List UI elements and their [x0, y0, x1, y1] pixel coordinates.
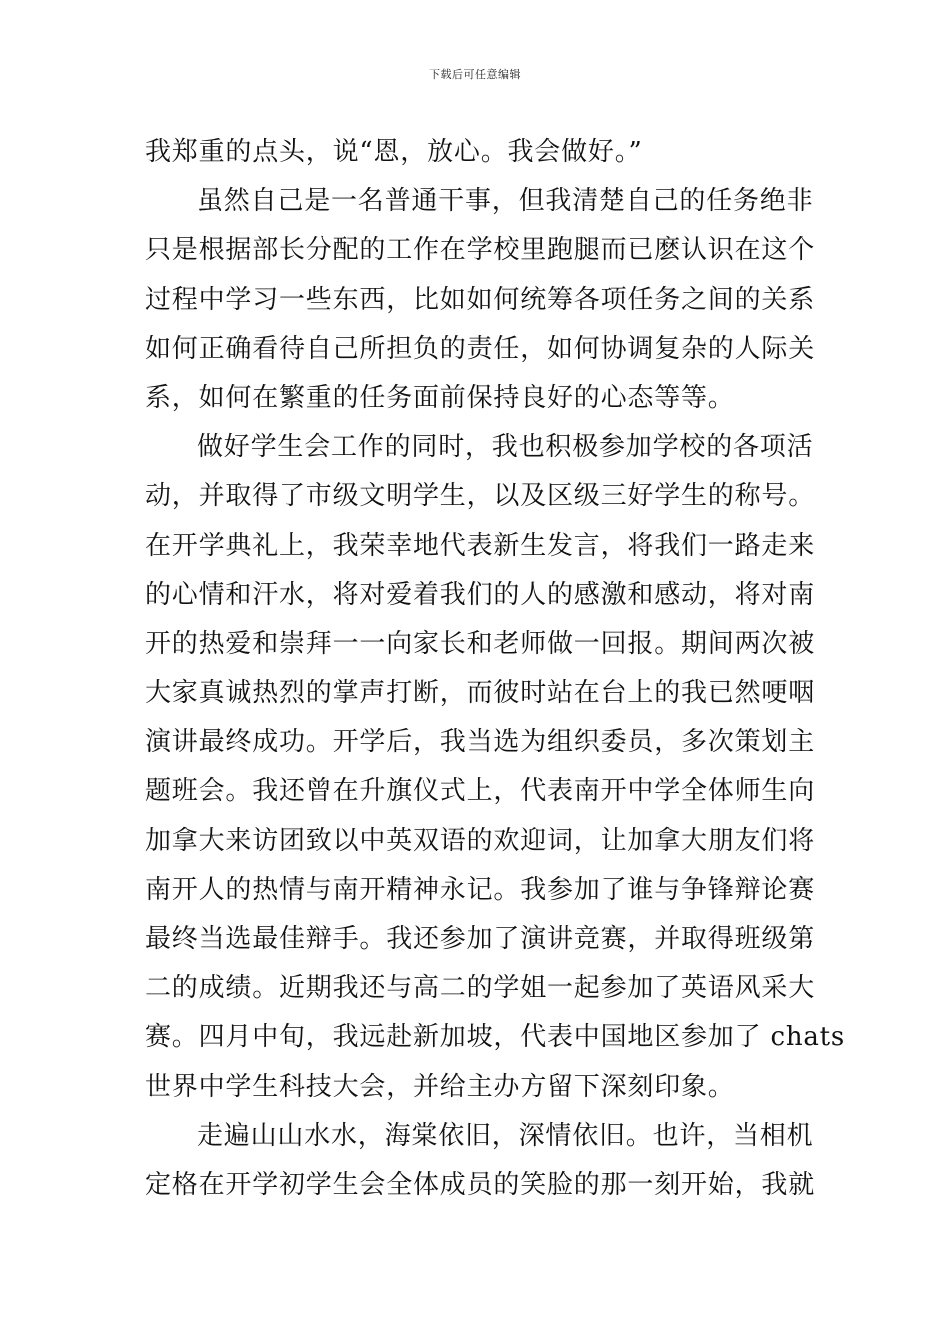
text-line: 走遍山山水水，海棠依旧，深情依旧。也许，当相机 — [197, 1120, 814, 1151]
text-line: 最终当选最佳辩手。我还参加了演讲竞赛，并取得班级第 — [145, 924, 816, 954]
text-line: 大家真诚热烈的掌声打断，而彼时站在台上的我已然哽咽 — [145, 678, 816, 709]
text-line: 如何正确看待自己所担负的责任，如何协调复杂的人际关 — [145, 333, 816, 364]
text-line: 动，并取得了市级文明学生，以及区级三好学生的称号。 — [145, 481, 816, 512]
text-line: 赛。四月中旬，我远赴新加坡，代表中国地区参加了 chats — [145, 1022, 846, 1053]
text-line: 在开学典礼上，我荣幸地代表新生发言，将我们一路走来 — [145, 530, 816, 561]
text-line: 虽然自己是一名普通干事，但我清楚自己的任务绝非 — [197, 186, 814, 217]
text-line: 的心情和汗水，将对爱着我们的人的感激和感动，将对南 — [145, 579, 816, 610]
text-line: 开的热爱和崇拜一一向家长和老师做一回报。期间两次被 — [145, 628, 816, 659]
text-line: 加拿大来访团致以中英双语的欢迎词，让加拿大朋友们将 — [145, 825, 816, 856]
text-line: 做好学生会工作的同时，我也积极参加学校的各项活 — [197, 432, 814, 463]
text-line: 题班会。我还曾在升旗仪式上，代表南开中学全体师生向 — [145, 776, 816, 807]
text-line: 二的成绩。近期我还与高二的学姐一起参加了英语风采大 — [145, 973, 816, 1004]
text-line: 我郑重的点头，说“恩，放心。我会做好。” — [145, 137, 643, 167]
text-line: 南开人的热情与南开精神永记。我参加了谁与争锋辩论赛 — [145, 874, 816, 905]
text-line: 过程中学习一些东西，比如如何统筹各项任务之间的关系 — [145, 284, 816, 315]
text-line: 世界中学生科技大会，并给主办方留下深刻印象。 — [145, 1071, 735, 1102]
body-text — [145, 128, 846, 1210]
text-line: 系，如何在繁重的任务面前保持良好的心态等等。 — [145, 382, 735, 413]
text-line: 定格在开学初学生会全体成员的笑脸的那一刻开始，我就 — [145, 1169, 816, 1200]
page-header: 下载后可任意编辑 — [429, 68, 521, 81]
text-line: 只是根据部长分配的工作在学校里跑腿而已麽认识在这个 — [145, 235, 816, 266]
text-line: 演讲最终成功。开学后，我当选为组织委员，多次策划主 — [145, 727, 816, 758]
